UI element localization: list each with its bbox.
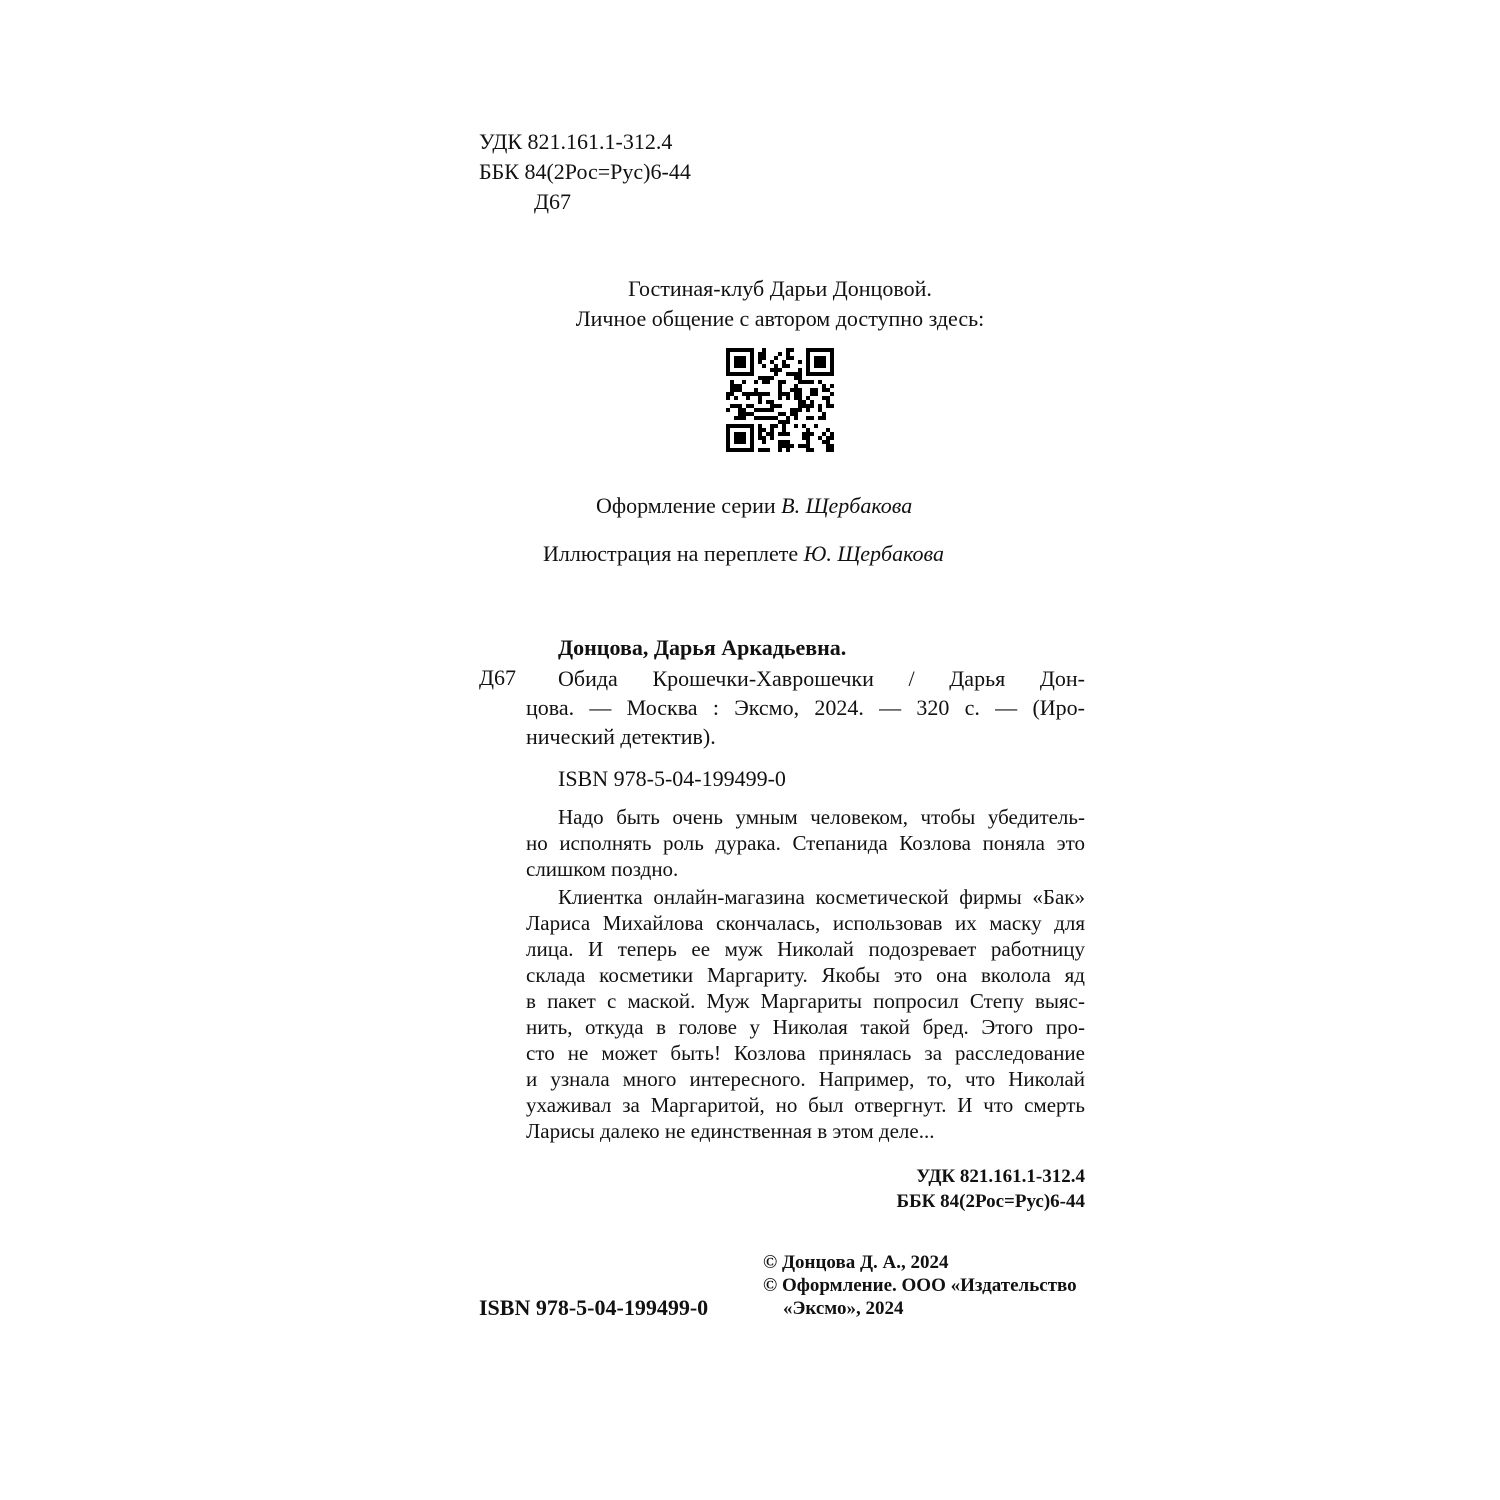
footer-bbk: ББК 84(2Рос=Рус)6-44 (896, 1191, 1085, 1212)
annotation-line: в пакет с маской. Муж Маргариты попросил Степу выяс- (526, 989, 1085, 1013)
annotation-line: Надо быть очень умным человеком, чтобы убедитель- (558, 805, 1085, 829)
annotation-paragraph-1 (526, 804, 1085, 882)
annotation-line: и узнала много интересного. Например, то, что Николай (526, 1067, 1085, 1091)
series-design-label: Оформление серии (596, 493, 776, 518)
catalog-line: Обида Крошечки-Хаврошечки / Дарья Дон- (558, 666, 1085, 691)
club-line-2: Личное общение с автором доступно здесь: (575, 306, 985, 331)
annotation-line: Лариса Михайлова скончалась, использовав их маску для (526, 911, 1085, 935)
catalog-author: Донцова, Дарья Аркадьевна. (558, 635, 847, 660)
catalog-isbn: ISBN 978-5-04-199499-0 (558, 766, 786, 791)
catalog-line: цова. — Москва : Эксмо, 2024. — 320 с. — (Иро- (526, 695, 1085, 720)
annotation-line: лица. И теперь ее муж Николай подозревает работницу (526, 937, 1085, 961)
annotation-line: сто не может быть! Козлова принялась за расследование (526, 1041, 1085, 1065)
copyright-line-1: © Донцова Д. А., 2024 (763, 1252, 949, 1273)
series-designer-name: В. Щербакова (781, 493, 913, 518)
qr-code-icon[interactable] (726, 348, 834, 452)
annotation-line: но исполнять роль дурака. Степанида Козлова поняла это (526, 831, 1085, 855)
annotation-line: Ларисы далеко не единственная в этом деле... (526, 1119, 935, 1143)
copyright-line-3: «Эксмо», 2024 (783, 1298, 904, 1319)
illustration-credit (543, 540, 944, 568)
bbk-code: ББК 84(2Рос=Рус)6-44 (479, 159, 691, 184)
catalog-description (526, 664, 1085, 751)
footer-udk: УДК 821.161.1-312.4 (916, 1166, 1085, 1187)
annotation-paragraph-2 (526, 884, 1085, 1144)
illustration-label: Иллюстрация на переплете (543, 541, 799, 566)
annotation-line: склада косметики Маргариту. Якобы это она вколола яд (526, 963, 1085, 987)
annotation-line: нить, откуда в голове у Николая такой бред. Этого про- (526, 1015, 1085, 1039)
illustrator-name: Ю. Щербакова (803, 541, 944, 566)
isbn-bottom: ISBN 978-5-04-199499-0 (479, 1295, 709, 1320)
udk-code: УДК 821.161.1-312.4 (479, 129, 673, 154)
series-design-credit (596, 492, 912, 520)
annotation-line: Клиентка онлайн-магазина косметической фирмы «Бак» (558, 885, 1085, 909)
annotation-line: ухаживал за Маргаритой, но был отвергнут. И что смерть (526, 1093, 1085, 1117)
author-sign: Д67 (534, 189, 572, 214)
catalog-sign: Д67 (479, 665, 517, 690)
copyright-line-2: © Оформление. ООО «Издательство (763, 1275, 1077, 1296)
annotation-line: слишком поздно. (526, 857, 679, 881)
club-line-1: Гостиная-клуб Дарьи Донцовой. (628, 276, 932, 301)
catalog-line: нический детектив). (526, 724, 716, 749)
